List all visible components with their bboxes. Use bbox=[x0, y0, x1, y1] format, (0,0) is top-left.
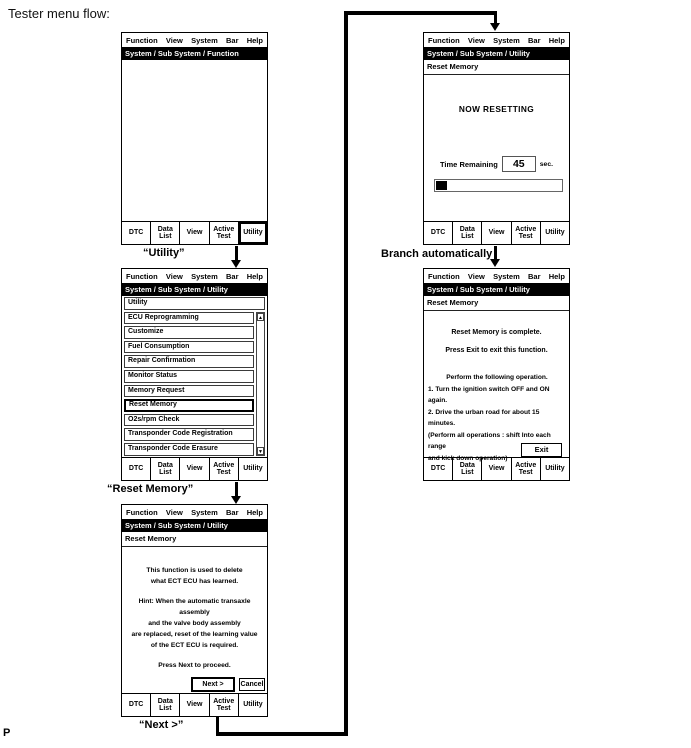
button-dtc bbox=[424, 458, 453, 480]
scroll-down-icon: ▼ bbox=[258, 449, 263, 455]
spacer bbox=[123, 651, 266, 660]
button-label: View bbox=[488, 229, 505, 237]
button-utility bbox=[239, 694, 267, 716]
footer-button-row bbox=[424, 457, 569, 480]
list-item: Fuel Consumption bbox=[124, 341, 254, 354]
menu-bar bbox=[122, 33, 267, 47]
arrow-down-icon bbox=[231, 496, 241, 504]
title-bar: System / Sub System / Utility bbox=[424, 47, 569, 60]
menu-bar bbox=[424, 269, 569, 283]
text-line: are replaced, reset of the learning value bbox=[131, 631, 258, 638]
button-label: Data List bbox=[459, 461, 475, 476]
button-data-list bbox=[151, 222, 180, 244]
button-active-test bbox=[512, 458, 541, 480]
button-view bbox=[482, 458, 511, 480]
time-remaining-value: 45 bbox=[502, 156, 536, 172]
complete-message: Reset Memory is complete. bbox=[451, 329, 542, 336]
flow-label-next: “Next >” bbox=[139, 719, 184, 731]
page-title: Tester menu flow: bbox=[8, 6, 110, 21]
footer-button-row bbox=[424, 221, 569, 244]
list-item: Repair Confirmation bbox=[124, 355, 254, 368]
progress-bar bbox=[434, 179, 563, 192]
menu-item-bar: Bar bbox=[527, 35, 541, 45]
cancel-button: Cancel bbox=[239, 678, 265, 691]
button-label: View bbox=[186, 701, 203, 709]
screen-reset-memory-intro bbox=[121, 504, 268, 717]
button-active-test bbox=[210, 222, 239, 244]
text-line: and the valve body assembly bbox=[148, 620, 241, 627]
flow-label-reset-memory: “Reset Memory” bbox=[107, 483, 194, 495]
button-view bbox=[180, 222, 209, 244]
list-item: Utility bbox=[124, 297, 265, 310]
menu-item-view: View bbox=[467, 35, 485, 45]
button-label: DTC bbox=[128, 229, 144, 237]
button-label: Active Test bbox=[213, 225, 235, 240]
scroll-up-icon: ▲ bbox=[258, 315, 263, 321]
button-label: Utility bbox=[243, 229, 263, 237]
menu-item-help: Help bbox=[246, 271, 263, 281]
button-dtc bbox=[122, 694, 151, 716]
page-footer-mark: P bbox=[3, 727, 11, 739]
button-label: Utility bbox=[545, 465, 565, 473]
text-line: 1. Turn the ignition switch OFF and ON again. bbox=[428, 385, 550, 404]
exit-hint-message: Press Exit to exit this function. bbox=[445, 347, 548, 354]
button-dtc bbox=[424, 222, 453, 244]
text-line: and kick down operation) bbox=[428, 454, 508, 462]
utility-function-list bbox=[124, 297, 265, 456]
text-line: This function is used to delete bbox=[146, 567, 243, 574]
title-bar: System / Sub System / Utility bbox=[122, 283, 267, 296]
menu-item-view: View bbox=[165, 507, 183, 517]
scrollbar bbox=[256, 312, 265, 456]
button-label: Utility bbox=[243, 701, 263, 709]
menu-item-function: Function bbox=[126, 271, 158, 281]
flow-connector-segment bbox=[344, 11, 348, 736]
screen-label: Reset Memory bbox=[122, 532, 267, 547]
button-label: Data List bbox=[459, 225, 475, 240]
button-data-list bbox=[151, 458, 180, 480]
screen-function-menu bbox=[121, 32, 268, 245]
text-line: of the ECT ECU is required. bbox=[150, 642, 239, 649]
time-remaining-unit: sec. bbox=[539, 160, 554, 168]
button-label: Data List bbox=[157, 225, 173, 240]
button-label: View bbox=[186, 465, 203, 473]
menu-item-view: View bbox=[165, 271, 183, 281]
text-line: Perform the following operation. bbox=[446, 374, 548, 381]
list-item: Transponder Code Erasure bbox=[124, 443, 254, 456]
button-active-test bbox=[210, 458, 239, 480]
flow-connector-segment bbox=[344, 11, 496, 15]
menu-item-bar: Bar bbox=[527, 271, 541, 281]
button-label: DTC bbox=[430, 229, 446, 237]
arrow-down-icon bbox=[490, 259, 500, 267]
menu-item-bar: Bar bbox=[225, 35, 239, 45]
button-active-test bbox=[512, 222, 541, 244]
button-view bbox=[482, 222, 511, 244]
list-item: Monitor Status bbox=[124, 370, 254, 383]
menu-item-function: Function bbox=[126, 35, 158, 45]
list-item: O2s/rpm Check bbox=[124, 414, 254, 427]
button-dtc bbox=[122, 222, 151, 244]
menu-item-function: Function bbox=[428, 271, 460, 281]
list-item: Transponder Code Registration bbox=[124, 428, 254, 441]
button-utility bbox=[239, 458, 267, 480]
flow-line bbox=[235, 246, 238, 261]
screen-label: Reset Memory bbox=[424, 60, 569, 75]
flow-label-utility: “Utility” bbox=[143, 247, 185, 259]
text-line: Hint: When the automatic transaxle assembly bbox=[138, 598, 251, 616]
menu-item-help: Help bbox=[548, 35, 565, 45]
footer-button-row bbox=[122, 457, 267, 480]
list-item: Customize bbox=[124, 326, 254, 339]
menu-item-view: View bbox=[467, 271, 485, 281]
menu-item-help: Help bbox=[246, 35, 263, 45]
exit-button: Exit bbox=[521, 443, 562, 457]
menu-item-function: Function bbox=[428, 35, 460, 45]
screen-label: Reset Memory bbox=[424, 296, 569, 311]
menu-item-bar: Bar bbox=[225, 507, 239, 517]
description-text bbox=[123, 565, 266, 671]
footer-button-row bbox=[122, 693, 267, 716]
button-label: View bbox=[186, 229, 203, 237]
text-line: what ECT ECU has learned. bbox=[150, 578, 239, 585]
list-item: ECU Reprogramming bbox=[124, 312, 254, 325]
button-label: Active Test bbox=[213, 461, 235, 476]
button-active-test bbox=[210, 694, 239, 716]
status-text: NOW RESETTING bbox=[458, 104, 535, 114]
button-label: DTC bbox=[128, 465, 144, 473]
button-label: Data List bbox=[157, 697, 173, 712]
title-bar: System / Sub System / Function bbox=[122, 47, 267, 60]
screen-reset-complete bbox=[423, 268, 570, 481]
button-utility bbox=[541, 458, 569, 480]
button-utility bbox=[541, 222, 569, 244]
screen-utility-list bbox=[121, 268, 268, 481]
button-dtc bbox=[122, 458, 151, 480]
next-button: Next > bbox=[191, 677, 235, 692]
menu-bar bbox=[424, 33, 569, 47]
arrow-down-icon bbox=[490, 23, 500, 31]
button-label: Utility bbox=[243, 465, 263, 473]
title-bar: System / Sub System / Utility bbox=[424, 283, 569, 296]
menu-item-system: System bbox=[191, 271, 218, 281]
progress-bar-fill bbox=[436, 181, 447, 190]
list-item-selected-reset-memory: Reset Memory bbox=[124, 399, 254, 412]
spacer bbox=[123, 587, 266, 596]
menu-item-system: System bbox=[191, 507, 218, 517]
menu-item-system: System bbox=[493, 271, 520, 281]
flow-line bbox=[235, 482, 238, 497]
button-label: DTC bbox=[430, 465, 446, 473]
button-label: DTC bbox=[128, 701, 144, 709]
title-bar: System / Sub System / Utility bbox=[122, 519, 267, 532]
text-line: Press Next to proceed. bbox=[158, 662, 231, 669]
button-label: Active Test bbox=[515, 225, 537, 240]
flow-label-branch-automatically: Branch automatically bbox=[381, 248, 493, 260]
button-label: Active Test bbox=[213, 697, 235, 712]
menu-item-view: View bbox=[165, 35, 183, 45]
button-view bbox=[180, 458, 209, 480]
time-remaining-row bbox=[424, 155, 569, 173]
menu-bar bbox=[122, 505, 267, 519]
button-utility-highlighted bbox=[239, 222, 267, 244]
screen-now-resetting bbox=[423, 32, 570, 245]
button-data-list bbox=[453, 458, 482, 480]
arrow-down-icon bbox=[231, 260, 241, 268]
button-label: View bbox=[488, 465, 505, 473]
button-view bbox=[180, 694, 209, 716]
menu-item-bar: Bar bbox=[225, 271, 239, 281]
time-remaining-label: Time Remaining bbox=[439, 159, 498, 169]
button-label: Utility bbox=[545, 229, 565, 237]
menu-item-help: Help bbox=[548, 271, 565, 281]
menu-item-system: System bbox=[191, 35, 218, 45]
button-label: Active Test bbox=[515, 461, 537, 476]
text-line: (Perform all operations : shift Into each range bbox=[428, 431, 551, 450]
button-label: Data List bbox=[157, 461, 173, 476]
menu-item-function: Function bbox=[126, 507, 158, 517]
list-item: Memory Request bbox=[124, 385, 254, 398]
button-data-list bbox=[151, 694, 180, 716]
menu-item-help: Help bbox=[246, 507, 263, 517]
button-data-list bbox=[453, 222, 482, 244]
menu-item-system: System bbox=[493, 35, 520, 45]
flow-connector-segment bbox=[216, 732, 348, 736]
text-line: 2. Drive the urban road for about 15 minutes. bbox=[428, 408, 540, 427]
flow-line bbox=[494, 246, 497, 260]
footer-button-row bbox=[122, 221, 267, 244]
menu-bar bbox=[122, 269, 267, 283]
